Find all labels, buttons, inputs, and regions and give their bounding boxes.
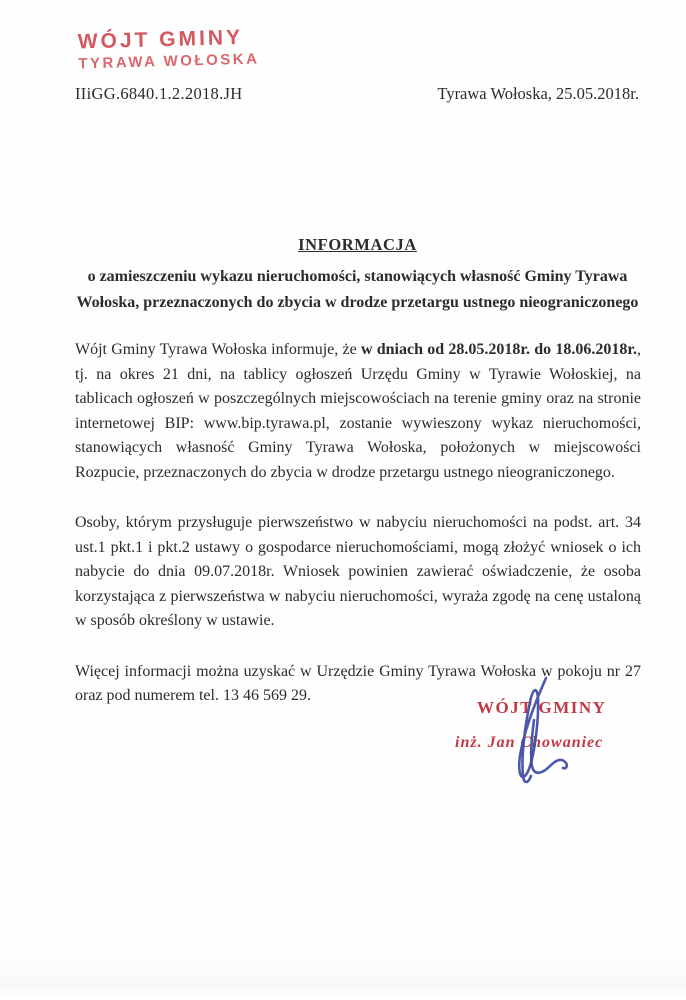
signatory-name: inż. Jan Chowaniec xyxy=(455,734,604,751)
document-body xyxy=(75,338,641,735)
paragraph-1-text: Wójt Gminy Tyrawa Wołoska informuje, że xyxy=(75,341,361,358)
paragraph-3: Więcej informacji można uzyskać w Urzędzie Gminy Tyrawa Wołoska w pokoju nr 27 oraz pod numerem tel. 13 46 569 29. xyxy=(75,662,641,704)
title-block xyxy=(75,235,640,316)
signature-title: WÓJT GMINY xyxy=(477,698,607,717)
reference-number: IIiGG.6840.1.2.2018.JH xyxy=(75,84,243,103)
paragraph-1-text-continued: , tj. na okres 21 dni, na tablicy ogłoszeń Urzędu Gminy w Tyrawie Wołoskiej, na tablicach ogłoszeń w poszczególnych miejscowościach na terenie gminy oraz na stronie internetowej BIP: www.bip.tyrawa.pl, zostanie wywieszony wykaz nieruchomości, stanowiących własność Gminy Tyrawa Wołoska, położonych w miejscowości Rozpucie, przeznaczonych do zbycia w drodze przetargu ustnego nieograniczonego. xyxy=(75,341,641,481)
document-subtitle: o zamieszczeniu wykazu nieruchomości, stanowiących własność Gminy Tyrawa Wołoska, przeznaczonych do zbycia w drodze przetargu ustnego nieograniczonego xyxy=(76,268,639,311)
place-and-date: Tyrawa Wołoska, 25.05.2018r. xyxy=(437,84,639,103)
document-title: INFORMACJA xyxy=(298,235,417,254)
office-stamp-line1: WÓJT GMINY xyxy=(77,25,244,54)
paragraph-2: Osoby, którym przysługuje pierwszeństwo w nabyciu nieruchomości na podst. art. 34 ust.1 pkt.1 i pkt.2 ustawy o gospodarce nieruchomościami, mogą złożyć wniosek o ich nabycie do dnia 09.07.2018r. Wniosek powinien zawierać oświadczenie, że osoba korzystająca z pierwszeństwa w nabyciu nieruchomości, wyraża zgodę na cenę ustaloną w sposób określony w ustawie. xyxy=(75,514,641,629)
office-stamp xyxy=(77,25,259,73)
paragraph-1 xyxy=(75,338,641,485)
scan-artifact xyxy=(0,958,686,1000)
signature-block xyxy=(455,698,655,752)
office-stamp-line2: TYRAWA WOŁOSKA xyxy=(78,50,260,73)
paragraph-1-bold-dates: w dniach od 28.05.2018r. do 18.06.2018r. xyxy=(360,341,637,358)
